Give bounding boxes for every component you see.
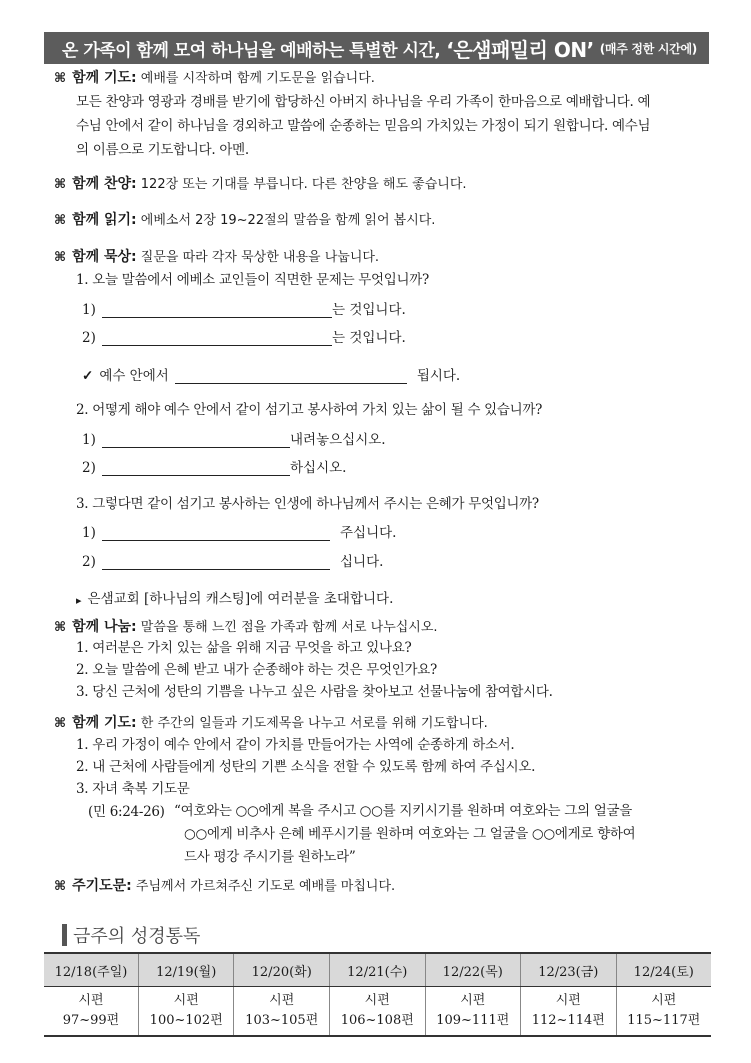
table-row xyxy=(44,987,711,1037)
invitation-text: 은샘교회 [하나님의 캐스팅]에 여러분을 초대합니다. xyxy=(87,591,394,607)
chapter-range: 106~108편 xyxy=(340,1013,414,1028)
reading-plan-title xyxy=(62,922,200,948)
command-mark-icon: ⌘ xyxy=(54,250,67,265)
answer-number: 2) xyxy=(82,330,96,346)
table-cell xyxy=(521,987,617,1037)
section-desc: 122장 또는 기대를 부릅니다. 다른 찬양을 해도 좋습니다. xyxy=(140,177,467,192)
chapter-range: 103~105편 xyxy=(245,1013,319,1028)
answer-number: 1) xyxy=(82,302,96,318)
date-header: 12/21(수) xyxy=(329,953,425,987)
answer-blank[interactable] xyxy=(102,459,290,476)
book-name: 시편 xyxy=(555,993,581,1008)
header-banner xyxy=(44,32,709,64)
answer-blank[interactable] xyxy=(102,431,290,448)
answer-suffix: 십니다. xyxy=(340,554,384,570)
list-item: 1. 여러분은 가치 있는 삶을 위해 지금 무엇을 하고 있나요? xyxy=(76,640,412,656)
chapter-range: 100~102편 xyxy=(149,1013,223,1028)
answer-blank[interactable] xyxy=(102,301,332,318)
book-name: 시편 xyxy=(173,993,199,1008)
answer-row xyxy=(82,550,383,570)
answer-row xyxy=(82,456,346,476)
answer-blank[interactable] xyxy=(102,524,330,541)
command-mark-icon: ⌘ xyxy=(54,620,67,635)
blessing-verse xyxy=(174,800,635,869)
question-1: 1. 오늘 말씀에서 에베소 교인들이 직면한 문제는 무엇입니까? xyxy=(76,272,429,288)
answer-suffix: 는 것입니다. xyxy=(332,330,406,346)
prayer-line: 수님 안에서 같이 하나님을 경외하고 말씀에 순종하는 믿음의 가치있는 가정이 되기 원합니다. 예수님 xyxy=(76,118,651,134)
check-row xyxy=(82,364,460,384)
book-name: 시편 xyxy=(651,993,677,1008)
section-title: 함께 나눔: xyxy=(72,619,137,635)
section-desc: 예배를 시작하며 함께 기도문을 읽습니다. xyxy=(140,71,375,86)
prayer-list xyxy=(76,734,535,800)
list-item: 2. 내 근처에 사람들에게 성탄의 기쁜 소식을 전할 수 있도록 함께 하여 주십시오. xyxy=(76,759,536,775)
command-mark-icon: ⌘ xyxy=(54,716,67,731)
praise-section xyxy=(54,172,467,197)
verse-line: ○○에게 비추사 은혜 베푸시기를 원하며 여호와는 그 얼굴을 ○○에게로 향하여 xyxy=(184,826,636,842)
date-header: 12/24(토) xyxy=(616,953,711,987)
prayer-section-2 xyxy=(54,711,488,736)
list-item: 2. 오늘 말씀에 은혜 받고 내가 순종해야 하는 것은 무엇인가요? xyxy=(76,662,437,678)
chapter-range: 115~117편 xyxy=(627,1013,701,1028)
table-cell xyxy=(234,987,330,1037)
question-3: 3. 그렇다면 같이 섬기고 봉사하는 인생에 하나님께서 주시는 은혜가 무엇입니까? xyxy=(76,496,539,512)
book-name: 시편 xyxy=(460,993,486,1008)
book-name: 시편 xyxy=(364,993,390,1008)
date-header: 12/23(금) xyxy=(521,953,617,987)
answer-suffix: 는 것입니다. xyxy=(332,302,406,318)
banner-subtitle: (매주 정한 시간에) xyxy=(599,41,697,56)
answer-row xyxy=(82,326,406,346)
section-title: 함께 기도: xyxy=(72,715,137,731)
table-header-row xyxy=(44,953,711,987)
chapter-range: 112~114편 xyxy=(531,1013,605,1028)
title-bar-icon xyxy=(62,924,67,946)
verse-line: 드사 평강 주시기를 원하노라” xyxy=(184,849,356,865)
section-desc: 주님께서 가르쳐주신 기도로 예배를 마칩니다. xyxy=(135,879,396,894)
banner-title: 온 가족이 함께 모여 하나님을 예배하는 특별한 시간, xyxy=(62,40,441,61)
meditation-section xyxy=(54,245,379,270)
book-name: 시편 xyxy=(269,993,295,1008)
section-title: 함께 읽기: xyxy=(72,212,137,228)
date-header: 12/20(화) xyxy=(234,953,330,987)
command-mark-icon: ⌘ xyxy=(54,177,67,192)
prayer-section xyxy=(54,66,375,91)
answer-row xyxy=(82,298,406,318)
prayer-line: 모든 찬양과 영광과 경배를 받기에 합당하신 아버지 하나님을 우리 가족이 한마음으로 예배합니다. 예 xyxy=(76,94,651,110)
table-cell xyxy=(138,987,234,1037)
sharing-list xyxy=(76,637,553,703)
list-item: 1. 우리 가정이 예수 안에서 같이 가치를 만들어가는 사역에 순종하게 하소서. xyxy=(76,737,515,753)
table-cell xyxy=(329,987,425,1037)
reading-plan-heading: 금주의 성경통독 xyxy=(73,926,201,947)
section-title: 주기도문: xyxy=(72,878,132,894)
section-desc: 한 주간의 일들과 기도제목을 나누고 서로를 위해 기도합니다. xyxy=(140,716,488,731)
date-header: 12/19(월) xyxy=(138,953,234,987)
command-mark-icon: ⌘ xyxy=(54,213,67,228)
list-item: 3. 자녀 축복 기도문 xyxy=(76,781,190,797)
prayer-text xyxy=(76,90,716,162)
verse-line: “여호와는 ○○에게 복을 주시고 ○○를 지키시기를 원하며 여호와는 그의 얼굴을 xyxy=(174,803,632,819)
check-prefix: 예수 안에서 xyxy=(99,368,169,384)
answer-blank[interactable] xyxy=(102,329,332,346)
answer-row xyxy=(82,428,386,448)
command-mark-icon: ⌘ xyxy=(54,71,67,86)
table-cell xyxy=(616,987,711,1037)
prayer-line: 의 이름으로 기도합니다. 아멘. xyxy=(76,142,249,158)
check-blank[interactable] xyxy=(175,367,407,384)
reading-plan-table xyxy=(44,952,711,1037)
banner-highlight: ‘은샘패밀리 ON’ xyxy=(446,37,594,62)
chapter-range: 109~111편 xyxy=(436,1013,510,1028)
section-desc: 말씀을 통해 느낀 점을 가족과 함께 서로 나누십시오. xyxy=(140,620,438,635)
check-icon: ✓ xyxy=(82,368,94,384)
answer-number: 1) xyxy=(82,525,96,541)
section-title: 함께 찬양: xyxy=(72,176,137,192)
answer-suffix: 주십니다. xyxy=(340,525,397,541)
section-desc: 에베소서 2장 19~22절의 말씀을 함께 읽어 봅시다. xyxy=(140,213,436,228)
answer-row xyxy=(82,521,396,541)
invitation xyxy=(76,587,393,607)
question-2: 2. 어떻게 해야 예수 안에서 같이 섬기고 봉사하여 가치 있는 삶이 될 수 있습니까? xyxy=(76,402,543,418)
answer-suffix: 내려놓으십시오. xyxy=(290,432,386,448)
date-header: 12/22(목) xyxy=(425,953,521,987)
lords-prayer-section xyxy=(54,874,395,899)
verse-ref: (민 6:24-26) xyxy=(88,804,165,820)
answer-blank[interactable] xyxy=(102,553,330,570)
reading-section xyxy=(54,208,435,233)
date-header: 12/18(주일) xyxy=(44,953,138,987)
answer-number: 2) xyxy=(82,460,96,476)
book-name: 시편 xyxy=(78,993,104,1008)
table-cell xyxy=(44,987,138,1037)
section-title: 함께 기도: xyxy=(72,70,137,86)
answer-number: 1) xyxy=(82,432,96,448)
command-mark-icon: ⌘ xyxy=(54,879,67,894)
answer-number: 2) xyxy=(82,554,96,570)
triangle-icon: ▸ xyxy=(76,594,82,607)
table-cell xyxy=(425,987,521,1037)
check-suffix: 됩시다. xyxy=(416,368,461,384)
list-item: 3. 당신 근처에 성탄의 기쁨을 나누고 싶은 사람을 찾아보고 선물나눔에 참여합시다. xyxy=(76,684,553,700)
section-title: 함께 묵상: xyxy=(72,249,137,265)
section-desc: 질문을 따라 각자 묵상한 내용을 나눕니다. xyxy=(140,250,380,265)
chapter-range: 97~99편 xyxy=(62,1013,120,1028)
answer-suffix: 하십시오. xyxy=(290,460,347,476)
